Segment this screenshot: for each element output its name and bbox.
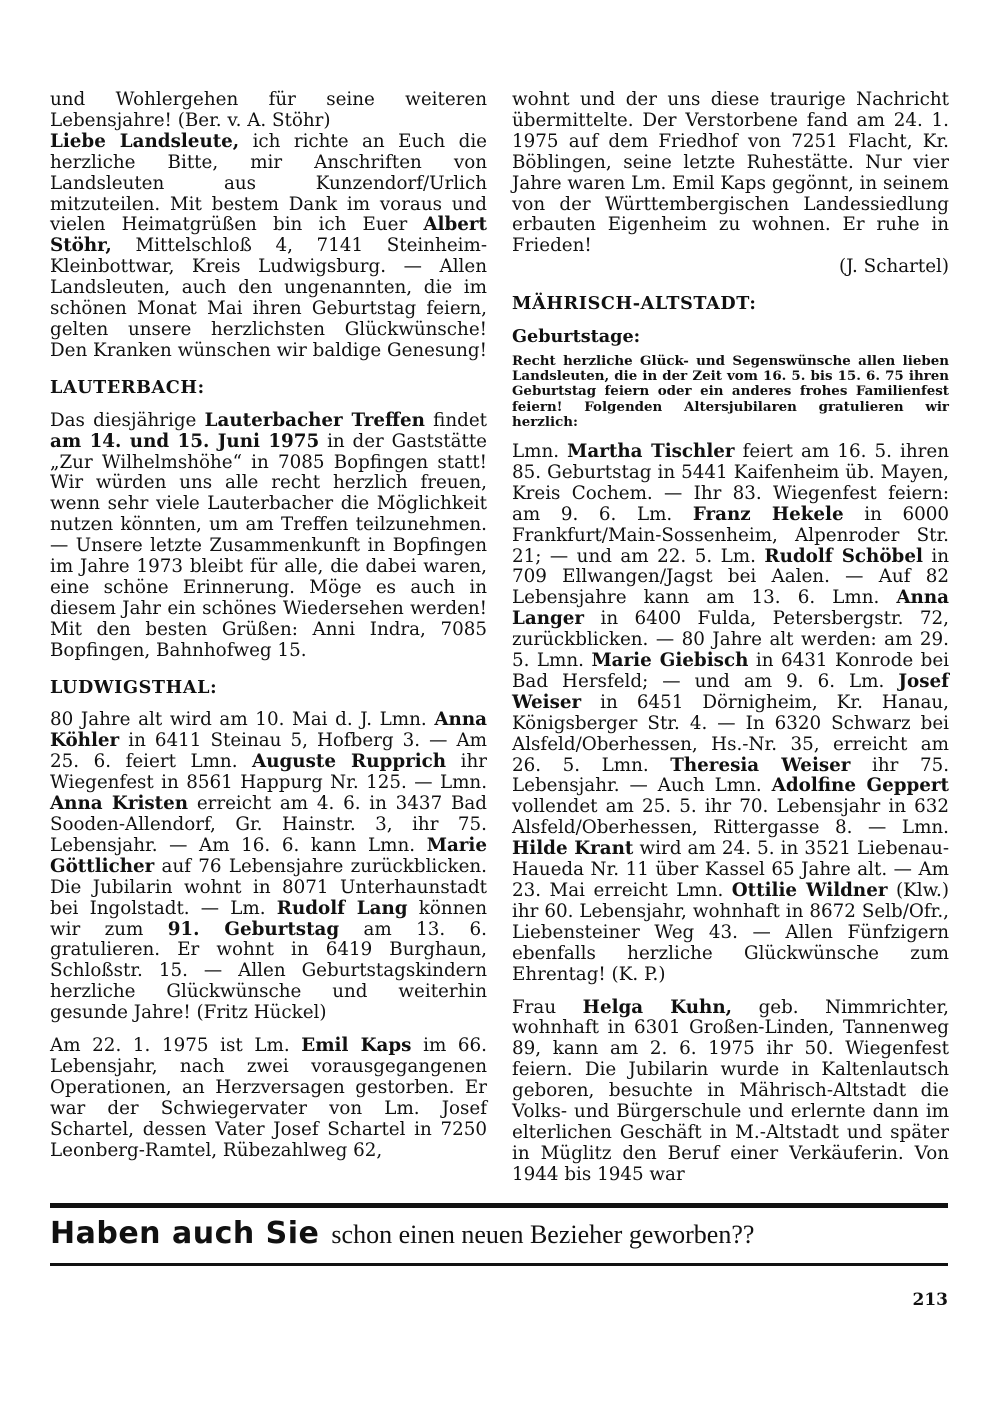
text-run: in 6411 Steinau 5, Hofberg 3. — Am 25. 6. feiert Lmn.: [50, 730, 487, 773]
text-run: erreicht am 4. 6. in 3437 Bad Sooden-Allendorf, Gr. Hainstr. 3, ihr 75. Lebensjahr. — Am 16. 6. kann Lmn.: [50, 793, 487, 856]
right-column: [512, 90, 949, 1186]
text-run: ihr 75. Lebensjahr. — Auch Lmn.: [512, 754, 950, 797]
bold-name: Rudolf Schöbel: [764, 545, 923, 567]
section-heading: MÄHRISCH-ALTSTADT:: [512, 293, 757, 315]
bold-name: Anna Langer: [512, 587, 949, 630]
paragraph: [50, 1036, 487, 1161]
text-run: in 6451 Dörnigheim, Kr. Hanau, Königsberger Str. 4. — In 6320 Schwarz bei Alsfeld/Oberhessen, Hs.-Nr. 35, erreicht am 26. 5. Lmn.: [512, 691, 949, 776]
banner-rule-top: [50, 1203, 948, 1208]
bold-name: Theresia Weiser: [670, 754, 851, 776]
text-run: ihr Wiegenfest in 8561 Happurg Nr. 125. — Lmn.: [50, 751, 488, 794]
subscriber-banner: [50, 1216, 948, 1256]
text-run: in 6400 Fulda, Petersbergstr. 72, zurückblicken. — 80 Jahre alt werden: am 29. 5. Lmn.: [512, 608, 949, 672]
bold-name: Hilde Krant: [512, 838, 634, 860]
text-run: auf 76 Lebensjahre zurückblicken. Die Jubilarin wohnt in 8071 Unterhaunstadt bei Ingolstadt. — Lm.: [50, 855, 487, 919]
text-run: in 6000 Frankfurt/Main-Sossenheim, Alpenroder Str. 21; — und am 22. 5. Lm.: [512, 503, 949, 567]
text-run: Frau: [512, 996, 583, 1018]
text-run: in der Gaststätte „Zur Wilhelmshöhe“ in 7085 Bopfingen statt! Wir würden uns alle recht herzlich freuen, wenn sehr viele Lauterbacher die Möglichkeit nutzen könnten, um am Treffen teilzunehmen. — Unsere letzte Zusammenkunft in Bopfingen im Jahre 1973 bleibt für alle, die dabei waren, eine schöne Erinnerung. Möge es auch in diesem Jahr ein schönes Wiedersehen werden! Mit den besten Grüßen: Anni Indra, 7085 Bopfingen, Bahnhofweg 15.: [50, 430, 488, 661]
bold-name: Adolfine Geppert: [771, 775, 949, 797]
bold-name: Auguste Rupprich: [252, 751, 447, 773]
bold-name: am 14. und 15. Juni 1975: [50, 430, 320, 452]
paragraph: [50, 710, 487, 1024]
banner-rest-text: schon einen neuen Bezieher geworben??: [331, 1220, 755, 1249]
text-run: ich richte an Euch die herzliche Bitte, mir Anschriften von Landsleuten aus Kunzendorf/Urlich mitzuteilen. Mit bestem Dank im voraus und vielen Heimatgrüßen bin ich Euer: [50, 130, 487, 236]
paragraph: [50, 132, 487, 362]
bold-name: Anna Kristen: [50, 793, 189, 815]
bold-name: Emil Kaps: [301, 1035, 412, 1057]
text-run: am 13. 6. gratulieren. Er wohnt in 6419 Burghaun, Schloßstr. 15. — Allen Geburtstagskindern herzliche Glückwünsche und weiterhin gesunde Jahre! (Fritz Hückel): [50, 918, 487, 1024]
text-run: (Klw.) ihr 60. Lebensjahr, wohnhaft in 8672 Selb/Ofr., Liebensteiner Weg 43. — Allen Fünfzigern ebenfalls herzliche Glückwünsche zum Ehrentag! (K. P.): [512, 880, 949, 985]
text-run: Am 22. 1. 1975 ist Lm.: [50, 1035, 302, 1057]
bold-name: Franz Hekele: [692, 503, 844, 525]
text-run: wird am 24. 5. in 3521 Liebenau-Haueda Nr. 11 über Kassel 65 Jahre alt. — Am 23. Mai erreicht Lmn.: [512, 838, 949, 902]
text-run: Mittelschloß 4, 7141 Steinheim-Kleinbottwar, Kreis Ludwigsburg. — Allen Landsleuten, auch den ungenannten, die im schönen Monat Mai ihren Geburtstag feiern, gelten unsere herzlichsten Glückwünsche! Den Kranken wünschen wir baldige Genesung!: [50, 235, 487, 361]
bold-name: Marie Giebisch: [591, 650, 749, 672]
bold-name: Marie Göttlicher: [50, 834, 487, 877]
paragraph: und Wohlergehen für seine weiteren Lebensjahre! (Ber. v. A. Stöhr): [50, 89, 487, 131]
author-signature: (J. Schartel): [839, 256, 949, 278]
bold-name: Helga Kuhn,: [582, 996, 732, 1018]
section-heading: LUDWIGSTHAL:: [50, 676, 218, 698]
text-run: 80 Jahre alt wird am 10. Mai d. J. Lmn.: [50, 709, 435, 731]
bold-name: Liebe Landsleute,: [50, 130, 240, 152]
bold-name: Anna Köhler: [50, 709, 487, 752]
text-run: Das diesjährige: [50, 409, 205, 431]
paragraph: [512, 442, 949, 986]
bold-name: Albert Stöhr,: [50, 214, 487, 257]
text-run: im 66. Lebensjahr, nach zwei vorausgegangenen Operationen, an Herzversagen gestorben. Er war der Schwiegervater von Lm. Josef Schartel, dessen Vater Josef Schartel in 7250 Leonberg-Ramtel, Rübezahlweg 62,: [50, 1035, 487, 1161]
text-run: vollendet am 25. 5. ihr 70. Lebensjahr in 632 Alsfeld/Oberhessen, Rittergasse 8. — Lmn.: [512, 796, 949, 839]
text-run: Lmn.: [512, 440, 568, 462]
bold-name: Josef Weiser: [512, 670, 949, 713]
text-run: in 709 Ellwangen/Jagst bei Aalen. — Auf 82 Lebensjahre kann am 13. 6. Lmn.: [512, 545, 950, 609]
banner-rule-bottom: [50, 1263, 948, 1266]
paragraph: [512, 998, 949, 1186]
text-run: findet: [424, 409, 488, 431]
bold-name: 91. Geburtstag: [167, 918, 340, 940]
paragraph: wohnt und der uns diese traurige Nachricht übermittelte. Der Verstorbene fand am 24. 1. 1975 auf dem Friedhof von 7251 Flacht, Kr. Böblingen, seine letzte Ruhestätte. Nur vier Jahre waren Lm. Emil Kaps gegönnt, in seinem von der Württembergischen Landessiedlung erbauten Eigenheim zu wohnen. Er ruhe in Frieden!: [512, 89, 949, 257]
banner-bold-text: Haben auch Sie: [50, 1216, 320, 1251]
bold-name: Rudolf Lang: [276, 897, 408, 919]
bold-name: Martha Tischler: [567, 440, 735, 462]
left-column: [50, 90, 487, 1162]
text-run: in 6431 Konrode bei Bad Hersfeld; — und am 9. 6. Lm.: [512, 650, 949, 692]
text-run: feiert am 16. 5. ihren 85. Geburtstag in 5441 Kaifenheim üb. Mayen, Kreis Cochem. — Ihr 83. Wiegenfest feiern: am 9. 6. Lm.: [512, 440, 950, 525]
bold-name: Ottilie Wildner: [731, 880, 888, 902]
paragraph: [50, 411, 487, 662]
bold-name: Lauterbacher Treffen: [204, 409, 425, 431]
intro-paragraph: Recht herzliche Glück- und Segenswünsche allen lieben Landsleuten, die in der Zeit vom 16. 5. bis 15. 6. 75 ihren Geburtstag feiern oder ein anderes frohes Familienfest feiern! Folgenden Altersjubilaren gratulieren wir herzlich:: [512, 352, 949, 430]
text-run: geb. Nimmrichter, wohnhaft in 6301 Großen-Linden, Tannenweg 89, kann am 2. 6. 1975 ihr 50. Wiegenfest feiern. Die Jubilarin wurde in Kaltenlautsch geboren, besuchte in Mährisch-Altstadt die Volks- und Bürgerschule und erlernte dann im elterlichen Geschäft in M.-Altstadt und später in Müglitz den Beruf einer Verkäuferin. Von 1944 bis 1945 war: [512, 996, 949, 1185]
section-heading: LAUTERBACH:: [50, 376, 205, 398]
text-run: können wir zum: [50, 897, 487, 940]
subheading: Geburtstage:: [512, 326, 641, 348]
page-number: 213: [912, 1290, 948, 1310]
